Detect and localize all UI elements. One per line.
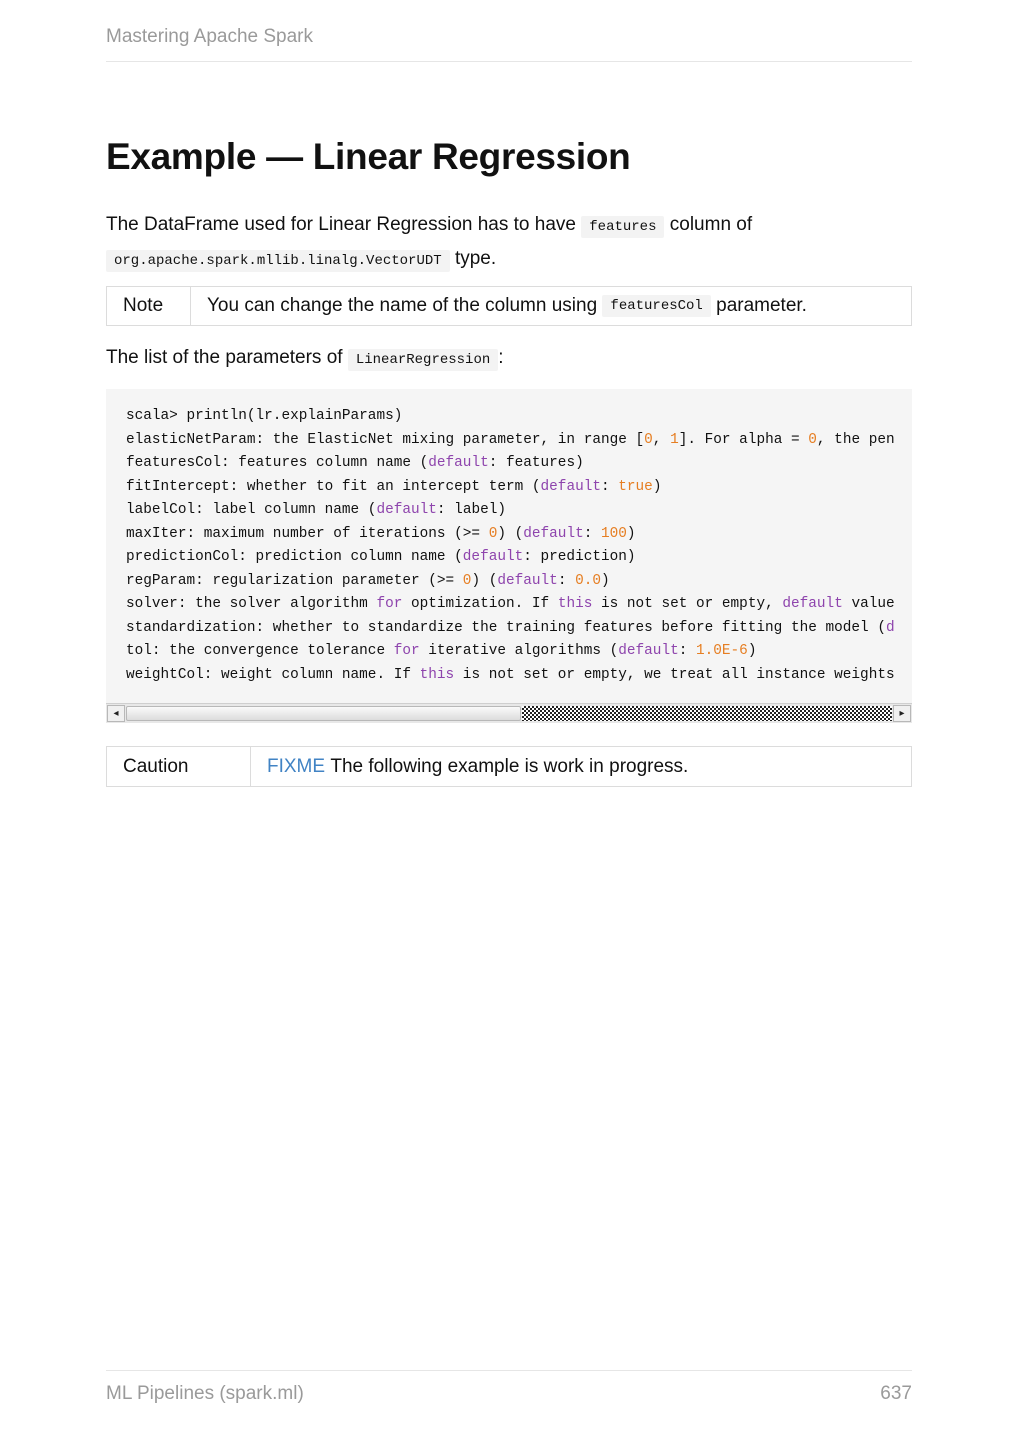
code-token: this [557, 596, 593, 612]
code-token: for [393, 643, 420, 659]
code-token: optimization. If [402, 596, 558, 612]
code-line [126, 499, 895, 523]
code-token: d [885, 619, 895, 636]
code-token: ) [601, 572, 610, 589]
code-token: ) [747, 643, 757, 659]
code-token: predictionCol: prediction column name ( [126, 549, 463, 565]
code-token: 0 [808, 431, 817, 448]
code-token: : [583, 525, 601, 542]
scrollbar-track[interactable] [522, 706, 892, 721]
params-intro-paragraph [106, 342, 912, 376]
code-token: default [523, 525, 584, 542]
code-token: default [462, 549, 524, 565]
code-token: maxIter: maximum number of iterations (>= [126, 525, 489, 542]
caution-text: The following example is work in progress. [330, 755, 689, 777]
code-lines [126, 405, 895, 687]
code-token: for [376, 596, 403, 612]
code-token: true [618, 478, 653, 495]
code-line [126, 593, 895, 617]
code-line [126, 523, 895, 547]
intro-text-2: column of [669, 214, 753, 235]
inline-code-featurescol: featuresCol [602, 295, 710, 317]
code-token: value [842, 596, 895, 612]
scroll-left-arrow-icon[interactable]: ◂ [107, 705, 125, 722]
code-token: ) [626, 525, 636, 542]
params-intro-colon: : [498, 347, 504, 368]
code-line [126, 452, 895, 476]
fixme-link[interactable]: FIXME [267, 755, 326, 777]
code-token: solver: the solver algorithm [126, 596, 377, 612]
code-token: : [678, 643, 696, 659]
inline-code-linearregression: LinearRegression [348, 349, 498, 371]
code-token: 0 [488, 525, 498, 542]
params-intro-text: The list of the parameters of [106, 347, 343, 368]
code-token: ) ( [497, 525, 524, 542]
code-token: : features) [488, 455, 584, 471]
code-token: : [557, 572, 576, 589]
code-token: standardization: whether to standardize the training features before fitting the model ( [126, 619, 886, 636]
code-token: 1 [670, 431, 679, 448]
note-label: Note [107, 287, 191, 325]
code-token: : [600, 478, 619, 495]
intro-text-3: type. [454, 248, 497, 269]
code-token: , the pen [816, 431, 895, 448]
scrollbar-thumb[interactable] [126, 706, 521, 721]
code-token: is not set or empty, we treat all instance weights [454, 666, 895, 683]
code-token: weightCol: weight column name. If [126, 666, 420, 683]
note-admonition [106, 286, 912, 326]
intro-paragraph [106, 209, 912, 277]
code-token: : label) [436, 502, 506, 518]
code-token: : prediction) [523, 549, 636, 565]
page-number: 637 [880, 1383, 912, 1404]
code-block [106, 389, 912, 723]
code-token: 100 [601, 525, 627, 542]
code-token: ) ( [471, 572, 498, 589]
code-token: default [428, 455, 489, 471]
code-line [126, 476, 895, 500]
code-line [126, 617, 895, 641]
code-token: elasticNetParam: the ElasticNet mixing parameter, in range [ [126, 431, 645, 448]
caution-label: Caution [107, 747, 251, 786]
code-token: iterative algorithms ( [419, 643, 619, 659]
code-token: 1.0E-6 [696, 643, 748, 659]
code-line [126, 570, 895, 594]
code-token: default [497, 572, 558, 589]
code-token: 0 [644, 431, 653, 448]
inline-code-vectorudt: org.apache.spark.mllib.linalg.VectorUDT [106, 250, 450, 272]
code-token: this [419, 666, 455, 683]
code-token: scala> println(lr.explainParams) [126, 408, 403, 424]
inline-code-features: features [581, 216, 664, 238]
caution-body [251, 747, 704, 786]
page-footer [106, 1370, 912, 1405]
code-line [126, 640, 895, 664]
code-token: default [540, 478, 601, 495]
note-text-1: You can change the name of the column using [207, 295, 598, 316]
page-header [106, 24, 912, 62]
book-title: Mastering Apache Spark [106, 26, 314, 47]
code-token: ]. For alpha = [678, 431, 809, 448]
code-line [126, 546, 895, 570]
code-token: regParam: regularization parameter (>= [126, 572, 463, 589]
caution-admonition [106, 746, 912, 787]
note-body [191, 287, 823, 325]
code-token: 0.0 [575, 572, 602, 589]
code-token: featuresCol: features column name ( [126, 455, 429, 471]
code-line [126, 664, 895, 688]
code-token: , [652, 431, 671, 448]
code-token: default [376, 502, 437, 518]
footer-section: ML Pipelines (spark.ml) [106, 1383, 304, 1404]
code-token: 0 [462, 572, 472, 589]
code-token: tol: the convergence tolerance [126, 643, 394, 659]
code-line [126, 429, 895, 453]
code-token: is not set or empty, [592, 596, 783, 612]
page-title: Example — Linear Regression [106, 136, 631, 177]
code-token: fitIntercept: whether to fit an intercept term ( [126, 478, 541, 495]
code-token: labelCol: label column name ( [126, 502, 377, 518]
scroll-right-arrow-icon[interactable]: ▸ [893, 705, 911, 722]
code-token: ) [652, 478, 662, 495]
code-token: default [618, 643, 679, 659]
horizontal-scrollbar[interactable] [106, 703, 912, 723]
code-line [126, 405, 895, 429]
intro-text-1: The DataFrame used for Linear Regression has to have [106, 214, 576, 235]
code-token: default [782, 596, 843, 612]
note-text-2: parameter. [716, 295, 807, 316]
